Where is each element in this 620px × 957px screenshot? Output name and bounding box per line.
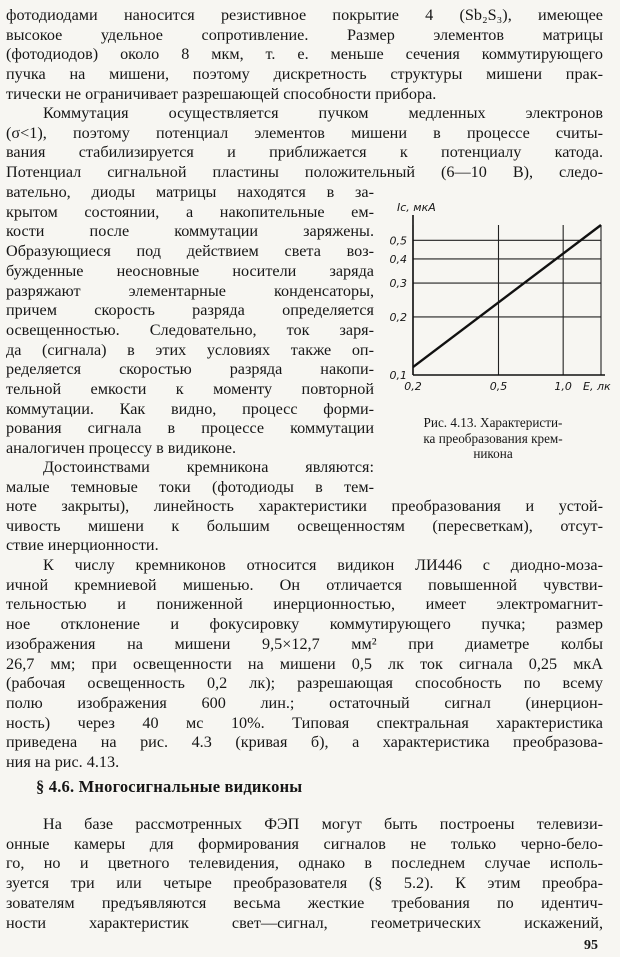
caption-line: ка преобразования крем-	[423, 430, 563, 446]
x-axis-label: E, лк	[583, 380, 611, 393]
x-tick-label: 0,5	[489, 380, 508, 393]
text-line: рования сигнала в процессе коммутации	[6, 419, 374, 438]
paragraph-2	[6, 104, 603, 183]
text-line: коммутации. Как видно, процесс форми-	[6, 399, 374, 418]
text-line: бужденные неосновные носители заряда	[6, 261, 374, 280]
y-tick-label: 0,5	[389, 234, 407, 248]
text-line: тически не ограничивает разрешающей способности прибора.	[6, 84, 437, 103]
chart-series	[413, 225, 601, 367]
text-line: ноте закрыты), линейность характеристики преобразования и устой-	[6, 497, 603, 515]
text-line: Достоинствами кремникона являются:	[43, 458, 374, 476]
text-line: зователям предъявляются весьма жесткие требования по идентич-	[6, 893, 603, 912]
text-line: ичной кремниевой мишенью. Он отличается повышенной чувстви-	[6, 575, 603, 594]
caption-line: Рис. 4.13. Характеристи-	[423, 415, 563, 430]
text-line: тельной емкости к моменту повторной	[6, 380, 374, 399]
text-line: (рабочая освещенность 0,2 лк); разрешающая способность по всему	[6, 674, 603, 693]
text-line: высокое удельное сопротивление. Размер элементов матрицы	[6, 25, 603, 44]
y-tick-label: 0,4	[389, 252, 407, 266]
text-line: На базе рассмотренных ФЭП могут быть построены телевизи-	[43, 815, 603, 833]
x-tick-label: 0,2	[404, 380, 422, 393]
caption-line: никона	[473, 446, 513, 461]
paragraph-3-wrapped	[6, 458, 374, 497]
paragraph-1	[6, 6, 603, 105]
text-line: зуется три или четыре преобразователя (§ 5.2). К этим преобра-	[6, 874, 603, 893]
text-line: ствие инерционности.	[6, 536, 159, 555]
text-line: ности характеристик свет—сигнал, геометрических искажений,	[6, 913, 603, 932]
text-line: аналогичен процессу в видиконе.	[6, 439, 237, 458]
text-line: разряжают элементарные конденсаторы,	[6, 281, 374, 300]
text-line: малые темновые токи (фотодиоды в тем-	[6, 477, 374, 496]
figure-caption	[372, 415, 614, 462]
text-line: онные камеры для формирования сигналов не только черно-бело-	[6, 834, 603, 853]
text-line: Образующиеся под действием света воз-	[6, 242, 374, 261]
page-number: 95	[584, 938, 598, 953]
y-tick-label: 0,3	[389, 277, 407, 291]
section-title: § 4.6. Многосигнальные видиконы	[36, 777, 303, 796]
text-line: изображения на мишени 9,5×12,7 мм² при диаметре колбы	[6, 634, 603, 653]
y-axis-label: Iс, мкА	[397, 201, 436, 214]
text-line: ность) через 40 мс 10%. Типовая спектральная характеристика	[6, 713, 603, 732]
text-line: причем скорость разряда определяется	[6, 301, 374, 320]
text-line: вательно, диоды матрицы находятся в за-	[6, 183, 374, 201]
text-line: кости после коммутации заряжены.	[6, 222, 374, 241]
text-line: пучка на мишени, поэтому дискретность структуры мишени прак-	[6, 65, 603, 84]
text-line: ния на рис. 4.13.	[6, 753, 120, 772]
y-tick-label: 0,2	[389, 310, 407, 324]
text-line: Коммутация осуществляется пучком медленных электронов	[43, 104, 603, 122]
text-line: ное отклонение и фокусировку коммутирующего пучка; размер	[6, 615, 603, 634]
text-line: крытом состоянии, а накопительные ем-	[6, 202, 374, 221]
text-line: го, но и цветного телевидения, однако в последнем случае исполь-	[6, 854, 603, 873]
series-line	[413, 225, 601, 367]
paragraph-2-wrapped	[6, 183, 374, 459]
transfer-characteristic-chart	[373, 197, 613, 417]
text-line: полю изображения 600 лин.; остаточный сигнал (инерцион-	[6, 693, 603, 712]
text-line: 26,7 мм; при освещенности на мишени 0,5 лк ток сигнала 0,25 мкА	[6, 654, 603, 673]
paragraph-4	[6, 556, 603, 773]
text-line: (фотодиодов) около 8 мкм, т. е. меньше сечения коммутирующего	[6, 45, 603, 64]
text-line: Потенциал сигнальной пластины положительный (6—10 В), следо-	[6, 163, 603, 182]
text-line: да (сигнала) в этих условиях также оп-	[6, 340, 374, 359]
text-line: К числу кремниконов относится видикон ЛИ446 с диодно-моза-	[43, 556, 603, 574]
y-tick-label: 0,1	[389, 369, 407, 382]
paragraph-3	[6, 497, 603, 556]
text-line: приведена на рис. 4.3 (кривая б), а характеристика преобразова-	[6, 733, 603, 752]
text-line: фотодиодами наносится резистивное покрытие 4 (Sb₂S₃), имеющее	[6, 6, 603, 24]
paragraph-5	[6, 815, 603, 933]
text-line: ределяется скоростью разряда накопи-	[6, 360, 374, 379]
chart-labels	[390, 201, 611, 393]
text-line: освещенностью. Следовательно, ток заря-	[6, 320, 374, 339]
text-line: вания стабилизируется и приближается к потенциалу катода.	[6, 143, 603, 162]
text-line: чивость мишени к большим освещенностям (пересветкам), отсут-	[6, 516, 603, 535]
text-line: (σ<1), поэтому потенциал элементов мишени в процессе считы-	[6, 123, 603, 142]
x-tick-label: 1,0	[554, 380, 572, 393]
text-line: тельностью и пониженной инерционностью, имеет электромагнит-	[6, 595, 603, 614]
